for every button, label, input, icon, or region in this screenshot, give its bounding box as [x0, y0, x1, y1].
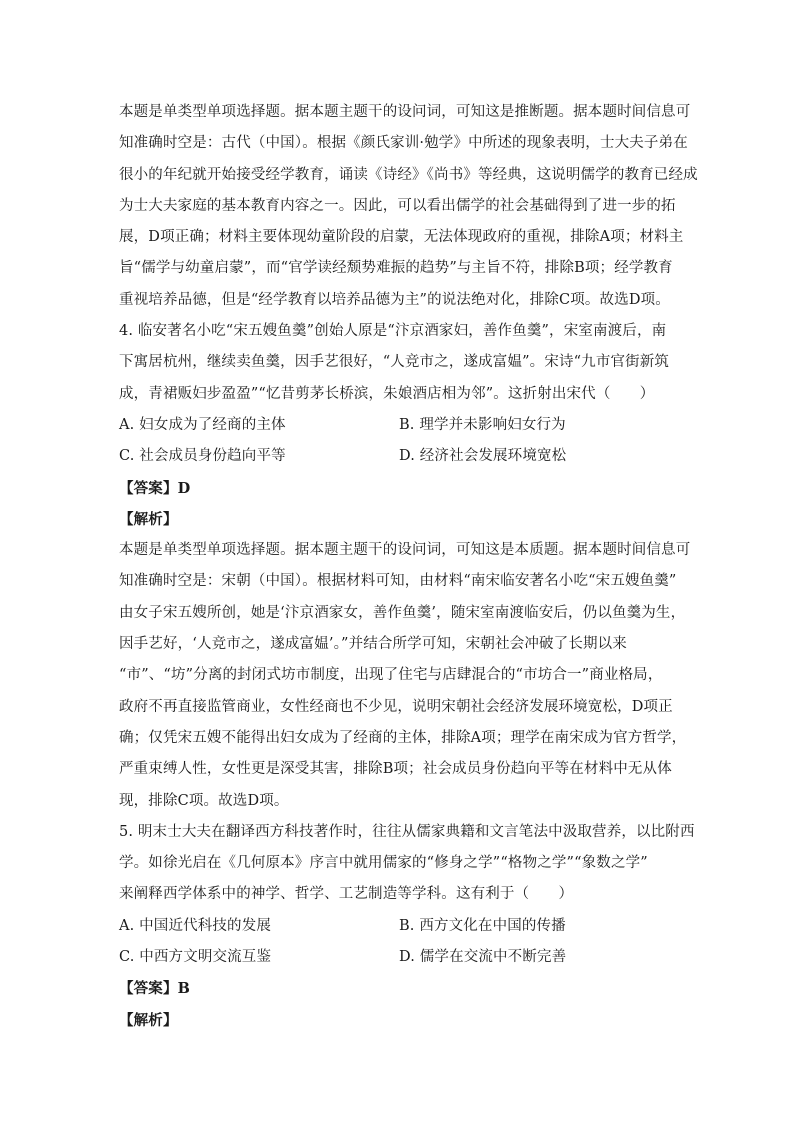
text-line: 4. 临安著名小吃“宋五嫂鱼羹”创始人原是“汴京酒家妇，善作鱼羹”，宋室南渡后，南: [119, 323, 667, 340]
analysis-label: 【解析】: [119, 510, 178, 528]
text-line: 下寓居杭州，继续卖鱼羹，因手艺很好，“人竞市之，遂成富媪”。宋诗“九市官街新筑: [119, 354, 670, 371]
question-4-stem: [119, 316, 679, 410]
option-c: C. 社会成员身份趋向平等: [119, 448, 286, 465]
option-a: A. 中国近代科技的发展: [119, 917, 271, 934]
text-line: 来阐释西学体系中的神学、哲学、工艺制造等学科。这有利于（ ）: [119, 886, 574, 903]
text-line: 很小的年纪就开始接受经学教育，诵读《诗经》《尚书》等经典，这说明儒学的教育已经成: [119, 166, 698, 183]
text-line: 旨“儒学与幼童启蒙”，而“官学读经颓势难振的趋势”与主旨不符，排除B项；经学教育: [119, 260, 673, 277]
text-line: 现，排除C项。故选D项。: [119, 792, 289, 809]
text-line: 重视培养品德，但是“经学教育以培养品德为主”的说法绝对化，排除C项。故选D项。: [119, 291, 670, 308]
option-d: D. 儒学在交流中不断完善: [399, 949, 567, 966]
option-row: [119, 911, 679, 942]
answer-label: 【答案】B: [119, 980, 191, 998]
text-line: 由女子宋五嫂所创，她是‘汴京酒家女，善作鱼羹’，随宋室南渡临安后，仍以鱼羹为生，: [119, 604, 686, 621]
text-line: 本题是单类型单项选择题。据本题主题干的设问词，可知这是推断题。据本题时间信息可: [119, 104, 691, 120]
option-row: [119, 410, 679, 441]
question-4-options: [119, 410, 679, 473]
option-b: B. 理学并未影响妇女行为: [399, 416, 566, 433]
option-row: [119, 942, 679, 973]
text-line: 严重束缚人性，女性更是深受其害，排除B项；社会成员身份趋向平等在材料中无从体: [119, 761, 672, 778]
question-4-analysis: [119, 535, 691, 817]
explanation-paragraph: [119, 97, 698, 316]
text-line: 展，D项正确；材料主要体现幼童阶段的启蒙，无法体现政府的重视，排除A项；材料主: [119, 229, 684, 246]
text-line: 5. 明末士大夫在翻译西方科技著作时，往往从儒家典籍和文言笔法中汲取营养，以比附西: [119, 823, 695, 840]
text-line: 本题是单类型单项选择题。据本题主题干的设问词，可知这是本质题。据本题时间信息可: [119, 542, 691, 559]
text-line: 知准确时空是：古代（中国）。根据《颜氏家训·勉学》中所述的现象表明，士大夫子弟在: [119, 135, 688, 152]
text-line: 学。如徐光启在《几何原本》序言中就用儒家的“修身之学”“格物之学”“象数之学”: [119, 855, 648, 872]
text-line: 为士大夫家庭的基本教育内容之一。因此，可以看出儒学的社会基础得到了进一步的拓: [119, 197, 676, 214]
analysis-label: 【解析】: [119, 1011, 178, 1029]
option-b: B. 西方文化在中国的传播: [399, 917, 566, 934]
document-body: [119, 97, 698, 1036]
option-a: A. 妇女成为了经商的主体: [119, 416, 286, 433]
option-row: [119, 441, 679, 472]
text-line: 确；仅凭宋五嫂不能得出妇女成为了经商的主体，排除A项；理学在南宋成为官方哲学，: [119, 729, 687, 746]
text-line: 政府不再直接监管商业，女性经商也不少见，说明宋朝社会经济发展环境宽松，D项正: [119, 698, 673, 715]
answer-label: 【答案】D: [119, 479, 191, 497]
text-line: 因手艺好，‘人竞市之，遂成富媪’。”并结合所学可知，宋朝社会冲破了长期以来: [119, 636, 627, 653]
option-d: D. 经济社会发展环境宽松: [399, 448, 567, 465]
text-line: “市”、“坊”分离的封闭式坊市制度，出现了住宅与店肆混合的“市坊合一”商业格局，: [119, 667, 663, 684]
text-line: 成，青裙贩妇步盈盈”“忆昔剪茅长桥滨，朱娘酒店相为邻”。这折射出宋代（ ）: [119, 385, 655, 402]
question-5-stem: [119, 817, 695, 911]
option-c: C. 中西方文明交流互鉴: [119, 949, 272, 966]
question-5-options: [119, 911, 679, 974]
text-line: 知准确时空是：宋朝（中国）。根据材料可知，由材料“南宋临安著名小吃“宋五嫂鱼羹”: [119, 573, 677, 590]
